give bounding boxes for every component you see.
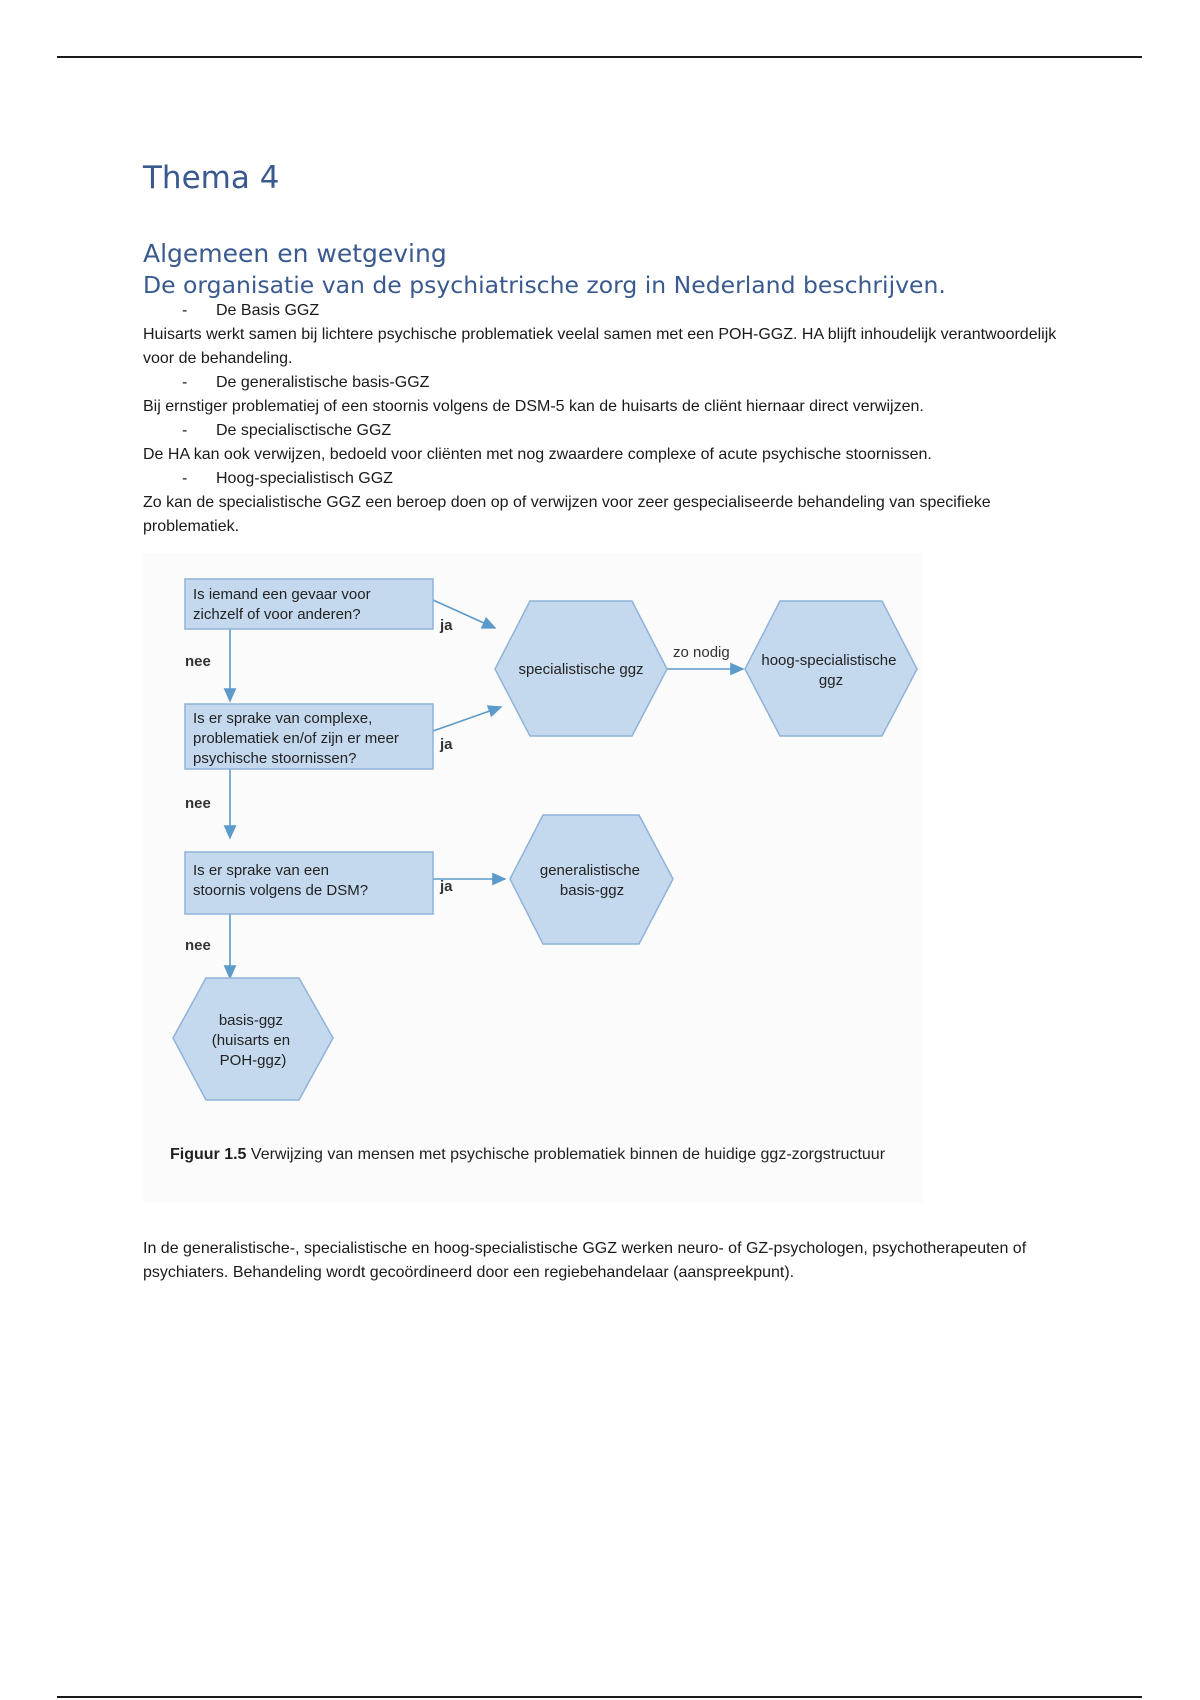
label-yes-3: ja <box>440 878 453 896</box>
section-heading: Algemeen en wetgeving <box>143 239 447 269</box>
label-yes-2: ja <box>440 736 453 754</box>
item-text: De HA kan ook verwijzen, bedoeld voor cliënten met nog zwaardere complexe of acute psychische stoornissen. <box>143 446 932 464</box>
caption-text: Verwijzing van mensen met psychische problematiek binnen de huidige ggz-zorgstructuur <box>250 1146 886 1164</box>
item-heading: De Basis GGZ <box>216 302 320 320</box>
generalist-text: generalistische basis-ggz <box>539 862 640 900</box>
item-text: Bij ernstiger problematiej of een stoornis volgens de DSM-5 kan de huisarts de cliënt hiernaar direct verwijzen. <box>143 398 924 416</box>
flowchart-svg <box>143 553 923 1133</box>
list-item: - De generalistische basis-GGZ <box>182 374 430 392</box>
referral-flowchart <box>143 553 923 1203</box>
caption-label: Figuur 1.5 <box>170 1146 247 1164</box>
item-text: Zo kan de specialistische GGZ een beroep doen op of verwijzen voor zeer gespecialiseerde behandeling van specifieke problematiek. <box>143 494 991 536</box>
header-rule <box>57 56 1142 58</box>
hoog-text: hoog-specialistische ggz <box>761 652 897 690</box>
specialist-text: specialistische ggz <box>518 661 644 679</box>
item-heading: Hoog-specialistisch GGZ <box>216 470 393 488</box>
list-item: - Hoog-specialistisch GGZ <box>182 470 393 488</box>
q2-text: Is er sprake van complexe, problematiek en/of zijn er meer psychische stoornissen? <box>193 710 399 768</box>
label-if-needed: zo nodig <box>673 644 730 662</box>
basis-text: basis-ggz (huisarts en POH-ggz) <box>211 1012 291 1070</box>
page-title: Thema 4 <box>143 160 280 196</box>
edge-q2-specialist <box>433 707 501 731</box>
closing-paragraph: In de generalistische-, specialistische en hoog-specialistische GGZ werken neuro- of GZ-psychologen, psychotherapeuten of psychiaters. Behandeling wordt gecoördineerd door een regiebehandelaar (aanspreekpunt). <box>143 1240 1027 1282</box>
figure-caption <box>170 1141 900 1168</box>
label-no-2: nee <box>185 795 211 813</box>
subsection-heading: De organisatie van de psychiatrische zorg in Nederland beschrijven. <box>143 271 946 300</box>
hex-generalist <box>510 815 673 944</box>
label-no-3: nee <box>185 937 211 955</box>
list-item: - De Basis GGZ <box>182 302 320 320</box>
label-no-1: nee <box>185 653 211 671</box>
q1-text: Is iemand een gevaar voor zichzelf of voor anderen? <box>193 586 371 624</box>
footer-rule <box>57 1696 1142 1698</box>
label-yes-1: ja <box>440 617 453 635</box>
item-heading: De specialisctische GGZ <box>216 422 392 440</box>
item-text: Huisarts werkt samen bij lichtere psychische problematiek veelal samen met een POH-GGZ. HA blijft inhoudelijk verantwoordelijk voor de behandeling. <box>143 326 1057 368</box>
document-body <box>143 160 1063 1285</box>
item-heading: De generalistische basis-GGZ <box>216 374 430 392</box>
list-item: - De specialisctische GGZ <box>182 422 392 440</box>
q3-text: Is er sprake van een stoornis volgens de DSM? <box>193 862 369 900</box>
